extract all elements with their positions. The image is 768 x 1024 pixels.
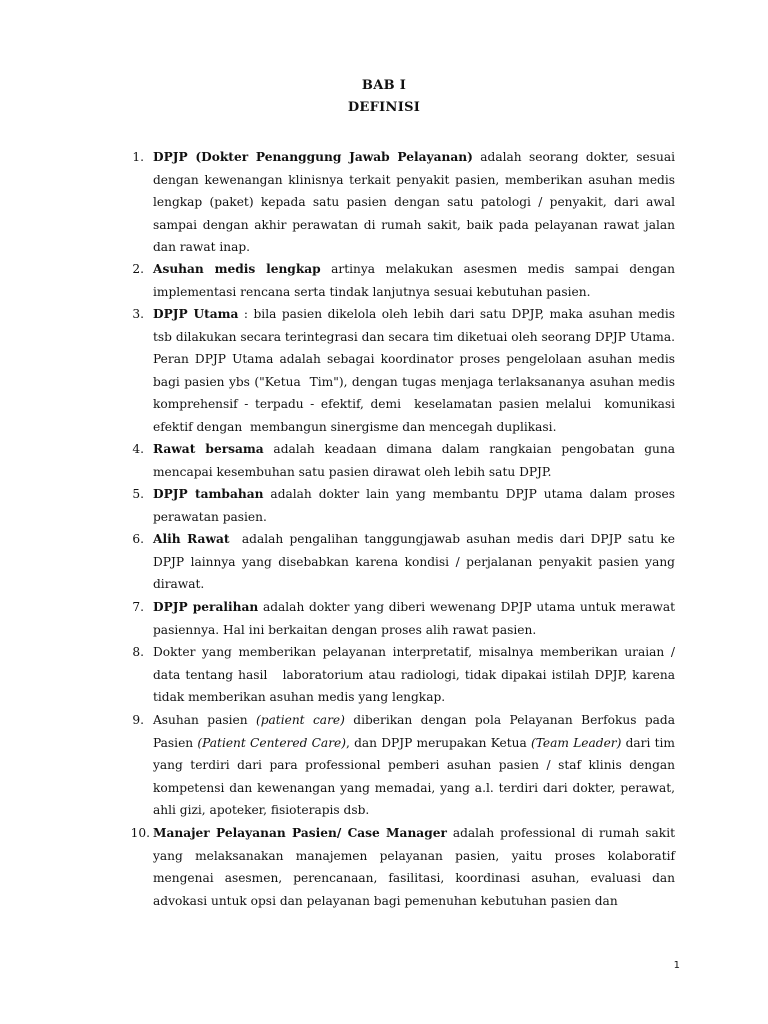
list-item-number: 7. <box>132 600 144 614</box>
term: Asuhan medis lengkap <box>153 262 321 276</box>
definition-text: adalah dokter yang diberi wewenang DPJP utama untuk merawat pasiennya. Hal ini berkaitan dengan proses alih rawat pasien. <box>153 600 679 637</box>
definition-text: Asuhan pasien <box>153 713 256 727</box>
chapter-heading: BAB I <box>361 78 407 93</box>
list-item-number: 5. <box>132 487 144 501</box>
definition-text: Dokter yang memberikan pelayanan interpretatif, misalnya memberikan uraian / data tentang hasil laboratorium atau radiologi, tidak dipakai istilah DPJP, karena tidak memberikan asuhan medis yang lengkap. <box>153 645 679 704</box>
term: DPJP peralihan <box>153 600 259 614</box>
term: Rawat bersama <box>153 442 264 456</box>
definition-text: adalah seorang dokter, sesuai dengan kewenangan klinisnya terkait penyakit pasien, memberikan asuhan medis lengkap (paket) kepada satu pasien dengan satu patologi / penyakit, dari awal sampai dengan akhir perawatan di rumah sakit, baik pada pelayanan rawat jalan dan rawat inap. <box>153 150 679 254</box>
term: DPJP Utama <box>153 307 239 321</box>
term: DPJP (Dokter Penanggung Jawab Pelayanan) <box>153 150 473 164</box>
page-number: 1 <box>673 960 680 971</box>
definition-text: adalah dokter lain yang membantu DPJP utama dalam proses perawatan pasien. <box>153 487 679 524</box>
list-item-number: 1. <box>132 150 144 164</box>
term: Manajer Pelayanan Pasien/ Case Manager <box>153 826 447 840</box>
definition-text: diberikan dengan pola Pelayanan Berfokus pada Pasien <box>153 713 679 750</box>
list-item <box>153 146 679 259</box>
list-item <box>153 596 679 641</box>
list-item <box>153 438 679 483</box>
list-item <box>153 528 679 596</box>
list-item <box>153 641 679 709</box>
list-item <box>153 483 679 528</box>
definition-text: , dan DPJP merupakan Ketua <box>345 735 531 750</box>
definition-text: dari tim yang terdiri dari para professional pemberi asuhan pasien / staf klinis dengan kompetensi dan kewenangan yang memadai, yang a.l. terdiri dari dokter, perawat, ahli gizi, apoteker, fisioterapis dsb. <box>153 735 679 817</box>
chapter-title: DEFINISI <box>347 100 421 115</box>
definition-text: adalah professional di rumah sakit yang melaksanakan manajemen pelayanan pasien, yaitu proses kolaboratif mengenai asesmen, perencanaan, fasilitasi, koordinasi asuhan, evaluasi dan advokasi untuk opsi dan pelayanan bagi pemenuhan kebutuhan pasien dan <box>153 826 679 908</box>
list-item-number: 6. <box>132 532 144 546</box>
list-item <box>153 709 679 822</box>
list-item-number: 4. <box>132 442 144 456</box>
list-item <box>153 258 679 303</box>
definition-text: artinya melakukan asesmen medis sampai dengan implementasi rencana serta tindak lanjutnya sesuai kebutuhan pasien. <box>153 262 679 299</box>
definition-text: : bila pasien dikelola oleh lebih dari satu DPJP, maka asuhan medis tsb dilakukan secara terintegrasi dan secara tim diketuai oleh seorang DPJP Utama. Peran DPJP Utama adalah sebagai koordinator proses pengelolaan asuhan medis bagi pasien ybs ("Ketua Tim"), dengan tugas menjaga terlaksananya asuhan medis komprehensif - terpadu - efektif, demi keselamatan pasien melalui komunikasi efektif dengan membangun sinergisme dan mencegah duplikasi. <box>153 307 679 434</box>
list-item-number: 2. <box>132 262 144 276</box>
list-item <box>153 822 679 912</box>
definition-text: adalah keadaan dimana dalam rangkaian pengobatan guna mencapai kesembuhan satu pasien dirawat oleh lebih satu DPJP. <box>153 442 679 479</box>
italic-text: (Team Leader) <box>531 735 622 750</box>
list-item-number: 8. <box>132 645 144 659</box>
term: Alih Rawat <box>153 532 230 546</box>
definition-text: adalah pengalihan tanggungjawab asuhan medis dari DPJP satu ke DPJP lainnya yang disebabkan karena kondisi / perjalanan penyakit pasien yang dirawat. <box>153 532 679 591</box>
list-item-number: 3. <box>132 307 144 321</box>
term: DPJP tambahan <box>153 487 264 501</box>
list-item-number: 10. <box>130 826 150 840</box>
list-item <box>153 303 679 438</box>
italic-text: (Patient Centered Care) <box>197 735 346 750</box>
italic-text: (patient care) <box>255 713 345 727</box>
list-item-number: 9. <box>132 713 144 727</box>
